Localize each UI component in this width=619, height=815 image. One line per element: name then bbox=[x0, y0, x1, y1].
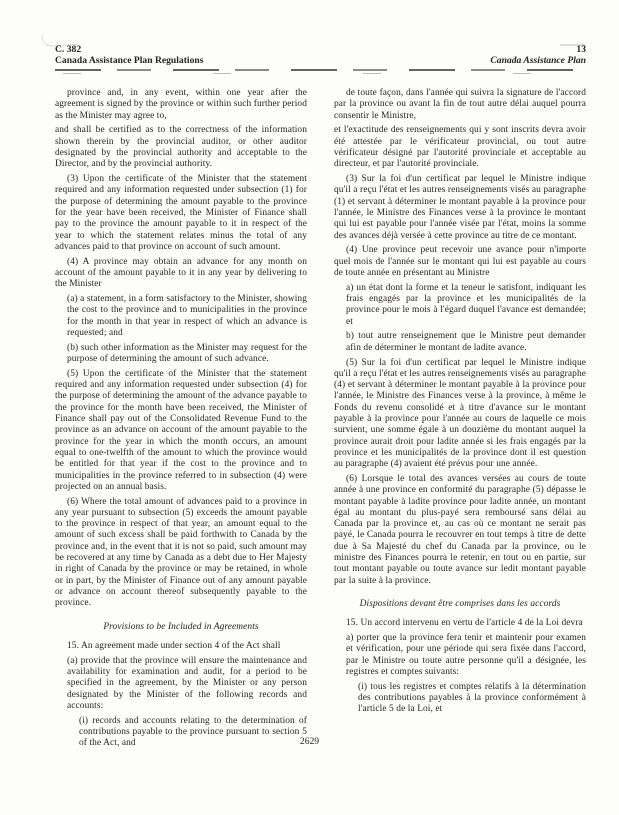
english-column bbox=[55, 88, 307, 753]
clause-a-s15: a) porter que la province fera tenir et maintenir pour examen et vérification, pour une période qui sera fixée dans l'accord, par le Ministre ou toute autre personne qu'il a désignée, les registres et comptes suivants: bbox=[346, 633, 586, 677]
section-15: 15. An agreement made under section 4 of the Act shall bbox=[67, 640, 281, 651]
section-heading: Provisions to be Included in Agreements bbox=[103, 621, 259, 632]
page-number: 2629 bbox=[299, 736, 320, 747]
header-rule-secondary bbox=[55, 73, 586, 74]
running-header bbox=[55, 44, 586, 66]
paragraph-continuation: de toute façon, dans l'année qui suivra la signature de l'accord par la province ou avant la fin de tout autre délai auquel pourra consentir le Ministre, bbox=[334, 88, 586, 121]
subclause-i: (i) tous les registres et comptes relatifs à la détermination des contributions payables à la province conformément à l'article 5 de la Loi, et bbox=[358, 681, 586, 715]
clause-b: b) tout autre renseignement que le Ministre peut demander afin de déterminer le montant de ladite avance. bbox=[346, 331, 586, 353]
paragraph-certification: et l'exactitude des renseignements qui y sont inscrits devra avoir été attestée par le vérificateur provincial, ou tout autre vérificateur désigné par l'autorité provinciale et acceptable au directeur, et par l'autorité provinciale. bbox=[334, 125, 586, 170]
paragraph-certification: and shall be certified as to the correctness of the information shown therein by the provincial auditor, or other auditor designated by the provincial authority and acceptable to the Director, and by the provincial authority. bbox=[55, 125, 307, 170]
subsection-6: (6) Where the total amount of advances paid to a province in any year pursuant to subsection (5) exceeds the amount payable to the province in respect of that year, an amount equal to the amount of such excess shall be paid forthwith to Canada by the province and, in the event that it is not so paid, such amount may be recovered at any time by Canada as a debt due to Her Majesty in right of Canada by the province or may be retained, in whole or in part, by the Minister of Finance out of any amount payable or advance on account thereof subsequently payable to the province. bbox=[55, 496, 307, 609]
page-folio: 13 bbox=[576, 44, 586, 55]
clause-a-s15: (a) provide that the province will ensure the maintenance and availability for examination and audit, for a period to be specified in the agreement, by the Minister or any person designated by the Minister of the following records and accounts: bbox=[67, 655, 307, 711]
subsection-5: (5) Upon the certificate of the Minister that the statement required and any information requested under subsection (4) for the purpose of determining the amount of the advance payable to the province for the month have been received, the Minister of Finance shall pay out of the Consolidated Revenue Fund to the province as an advance on account of the amount payable to the province for the year in which the month occurs, an amount equal to one-twelfth of the amount to which the province would be entitled for that year if the cost to the province and to municipalities in the province referred to in subsection (4) were projected on an annual basis. bbox=[55, 368, 307, 492]
clause-a: (a) a statement, in a form satisfactory to the Minister, showing the cost to the province and to municipalities in the province for the month in that year in respect of which an advance is requested; and bbox=[67, 294, 307, 338]
clause-a: a) un état dont la forme et la teneur le satisfont, indiquant les frais engagés par la province et les municipalités de la province pour le mois à l'égard duquel l'avance est demandée; et bbox=[346, 282, 586, 327]
subsection-3: (3) Sur la foi d'un certificat par lequel le Ministre indique qu'il a reçu l'état et les autres renseignements visés au paragraphe (1) et servant à déterminer le montant payable à la province pour l'année, le Ministre des Finances verse à la province le montant qui lui est payable pour l'année visée par l'état, moins la somme des avances déjà versée à cette province au titre de ce montant. bbox=[334, 174, 586, 241]
running-header-left bbox=[55, 44, 203, 66]
chapter-code: C. 382 bbox=[55, 44, 82, 55]
header-rule bbox=[55, 69, 586, 71]
subsection-6: (6) Lorsque le total des avances versées au cours de toute année à une province en conformité du paragraphe (5) dépasse le montant payable à ladite province pour ladite année, un montant égal au montant du plus-payé sera remboursé sans délai au Canada par la province et, au cas où ce montant ne serait pas payé, le Canada pourra le recouvrer en tout temps à titre de dette due à Sa Majesté du chef du Canada par la province, ou le ministre des Finances pourra le retenir, en tout ou en partie, sur tout montant payable ou toute avance sur ledit montant payable par la suite à la province. bbox=[334, 474, 586, 586]
subsection-3: (3) Upon the certificate of the Minister that the statement required and any information requested under subsection (1) for the purpose of determining the amount payable to the province for the year have been received, the Minister of Finance shall pay to the province the amount payable to it in respect of the year to which the statement relates minus the total of any advances paid to that province on account of such amount. bbox=[55, 174, 307, 252]
french-column bbox=[334, 88, 586, 753]
section-15: 15. Un accord intervenu en vertu de l'article 4 de la Loi devra bbox=[346, 618, 583, 629]
subclause-i: (i) records and accounts relating to the determination of contributions payable to the province pursuant to section 5 of the Act, and bbox=[79, 715, 307, 749]
clause-b: (b) such other information as the Minister may request for the purpose of determining the amount of such advance. bbox=[67, 342, 307, 365]
subsection-4: (4) Une province peut recevoir une avance pour n'importe quel mois de l'année sur le montant qui lui est payable au cours de toute année en présentant au Ministre bbox=[334, 245, 586, 278]
two-column-body bbox=[55, 88, 586, 753]
running-header-right bbox=[490, 44, 586, 66]
section-heading: Dispositions devant être comprises dans les accords bbox=[359, 598, 561, 609]
running-title-english: Canada Assistance Plan Regulations bbox=[55, 55, 204, 66]
running-title-french: Canada Assistance Plan bbox=[490, 55, 586, 66]
subsection-5: (5) Sur la foi d'un certificat par lequel le Ministre indique qu'il a reçu l'état et les autres renseignements visés au paragraphe (4) et servant à déterminer le montant payable à la province pour l'année, le Ministre des Finances verse à la province, à même le Fonds du revenu consolidé et à titre d'avance sur le montant payable à la province pour l'année au cours de laquelle ce mois survient, une somme égale à un douzième du montant auquel la province aurait droit pour ladite année si les frais engagés par la province et les municipalités de la province dont il est question au paragraphe (4) avaient été prévus pour une année. bbox=[334, 357, 586, 470]
paragraph-continuation: province and, in any event, within one year after the agreement is signed by the province or within such further period as the Minister may agree to, bbox=[55, 88, 307, 121]
page-content bbox=[55, 44, 586, 753]
subsection-4: (4) A province may obtain an advance for any month on account of the amount payable to it in any year by delivering to the Minister bbox=[55, 256, 307, 290]
